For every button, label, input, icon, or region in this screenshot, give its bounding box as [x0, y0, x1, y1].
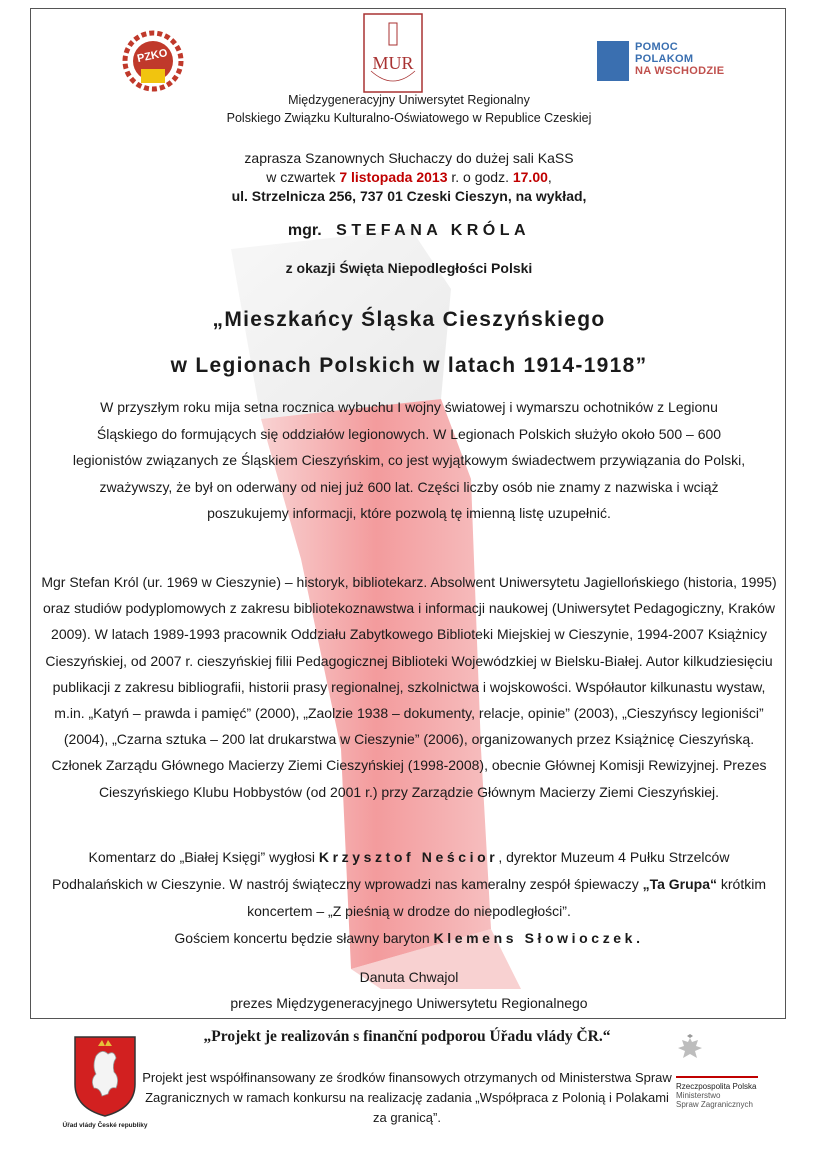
- signature-name: Danuta Chwajol: [359, 969, 459, 985]
- event-address: ul. Strzelnicza 256, 737 01 Czeski Cieszyn, na wykład,: [231, 188, 587, 204]
- speaker-prefix: mgr.: [287, 222, 322, 239]
- msz-logo: [672, 1034, 782, 1144]
- footer-funding-text: Projekt jest współfinansowany ze środków finansowych otrzymanych od Ministerstwa Spraw Zagranicznych w ramach konkursu na realizację zadania „Współpraca z Polonią i Polakami za granicą”.: [142, 1070, 672, 1125]
- pomoc-logo-square: [597, 41, 629, 81]
- invitation: [31, 149, 786, 206]
- signature: [31, 964, 786, 1016]
- invitation-line-1: zaprasza Szanownych Słuchaczy do dużej sali KaSS: [244, 150, 574, 166]
- lecture-description: W przyszłym roku mija setna rocznica wybuchu I wojny światowej i wymarszu ochotników z Legionu Śląskiego do formujących się oddziałów legionowych. W Legionach Polskich służyło około 500 – 600 legionistów związanych ze Śląskiem Cieszyńskim, co jest wyjątkowym świadectwem przywiązania do Polski, zważywszy, że był on oderwany od niej już 600 lat. Części liczby osób nie znamy z nazwiska i wciąż poszukujemy informacji, które pozwolą tę imienną listę uzupełnić.: [72, 399, 746, 521]
- footer-title: „Projekt je realizován s finanční podporou Úřadu vlády ČR.“: [203, 1028, 611, 1045]
- lecture-title-line-1: „Mieszkańcy Śląska Cieszyńskiego: [212, 308, 606, 331]
- polish-eagle-icon: [676, 1034, 704, 1064]
- speaker-biography: Mgr Stefan Król (ur. 1969 w Cieszynie) – historyk, bibliotekarz. Absolwent Uniwersytetu Jagiellońskiego (historia, 1995) oraz studiów podyplomowych z zakresu bibliotekoznawstwa i informacji naukowej (Uniwersytet Pedagogiczny, Kraków 2009). W latach 1989-1993 pracownik Oddziału Zabytkowego Biblioteki Miejskiej w Cieszynie, 1994-2007 Książnicy Cieszyńskiej, od 2007 r. cieszyńskiej filii Pedagogicznej Biblioteki Wojewódzkiej w Bielsku-Białej. Autor kilkudziesięciu publikacji z zakresu bibliografii, historii prasy regionalnej, szkolnictwa i wojskowości. Współautor kilkunastu wystaw, m.in. „Katyń – prawda i pamięć” (2000), „Zaolzie 1938 – dokumenty, relacje, opinie” (2003), „Cieszyńscy legioniści” (2004), „Czarna sztuka – 200 lat drukarstwa w Cieszynie” (2006), organizowanych przez Książnicę Cieszyńską. Członek Zarządu Głównego Macierzy Ziemi Cieszyńskiej (1998-2008), obecnie Głównej Komisji Rewizyjnej. Prezes Cieszyńskiego Klubu Hobbystów (od 2001 r.) przy Zarządzie Głównym Macierzy Ziemi Cieszyńskiej.: [41, 574, 777, 800]
- signature-role: prezes Międzygeneracyjnego Uniwersytetu Regionalnego: [230, 995, 588, 1011]
- poster-frame: [30, 8, 786, 1019]
- msz-red-line: [676, 1076, 758, 1078]
- occasion: z okazji Święta Niepodległości Polski: [285, 260, 533, 276]
- msz-line-3: Spraw Zagranicznych: [676, 1100, 753, 1109]
- pzko-logo: [121, 29, 185, 93]
- lecture-title: [31, 297, 786, 389]
- msz-line-1: Rzeczpospolita Polska: [676, 1082, 757, 1091]
- pomoc-line-3: NA WSCHODZIE: [635, 65, 725, 77]
- organization-header: [31, 91, 786, 127]
- speaker-line: [31, 222, 786, 240]
- program-details: Komentarz do „Białej Księgi” wygłosi Krzysztof Neścior, dyrektor Muzeum 4 Pułku Strzelców Podhalańskich w Cieszynie. W nastrój świąteczny wprowadzi nas kameralny zespół śpiewaczy „Ta Grupa“ krótkim koncertem – „Z pieśnią w drodze do niepodległości”. Gościem koncertu będzie sławny baryton Klemens Słowioczek.: [52, 849, 766, 946]
- svg-text:PZKO: PZKO: [136, 47, 169, 66]
- czech-government-logo: [60, 1034, 150, 1138]
- msz-line-2: Ministerstwo: [676, 1091, 721, 1100]
- event-date: 7 listopada 2013: [339, 169, 448, 185]
- guest-name: Klemens Słowioczek.: [433, 930, 644, 946]
- lecture-title-line-2: w Legionach Polskich w latach 1914-1918”: [170, 354, 648, 377]
- org-line-2: Polskiego Związku Kulturalno-Oświatowego w Republice Czeskiej: [226, 111, 592, 125]
- pomoc-polakom-logo: [597, 41, 747, 81]
- czech-government-caption: Úřad vlády České republiky: [62, 1122, 148, 1129]
- czech-lion-crest-icon: [72, 1034, 138, 1118]
- mur-logo: [363, 13, 423, 93]
- org-line-1: Międzygeneracyjny Uniwersytet Regionalny: [288, 93, 530, 107]
- ensemble-name: „Ta Grupa“: [642, 876, 717, 892]
- speaker-name: STEFANA KRÓLA: [336, 222, 531, 239]
- svg-text:MUR: MUR: [372, 53, 414, 73]
- commentator-name: Krzysztof Neścior: [318, 849, 499, 865]
- invitation-line-2: w czwartek 7 listopada 2013 r. o godz. 17.00,: [266, 169, 552, 185]
- pomoc-line-1: POMOC: [635, 41, 679, 53]
- event-time: 17.00: [512, 169, 548, 185]
- pomoc-line-2: POLAKOM: [635, 53, 694, 65]
